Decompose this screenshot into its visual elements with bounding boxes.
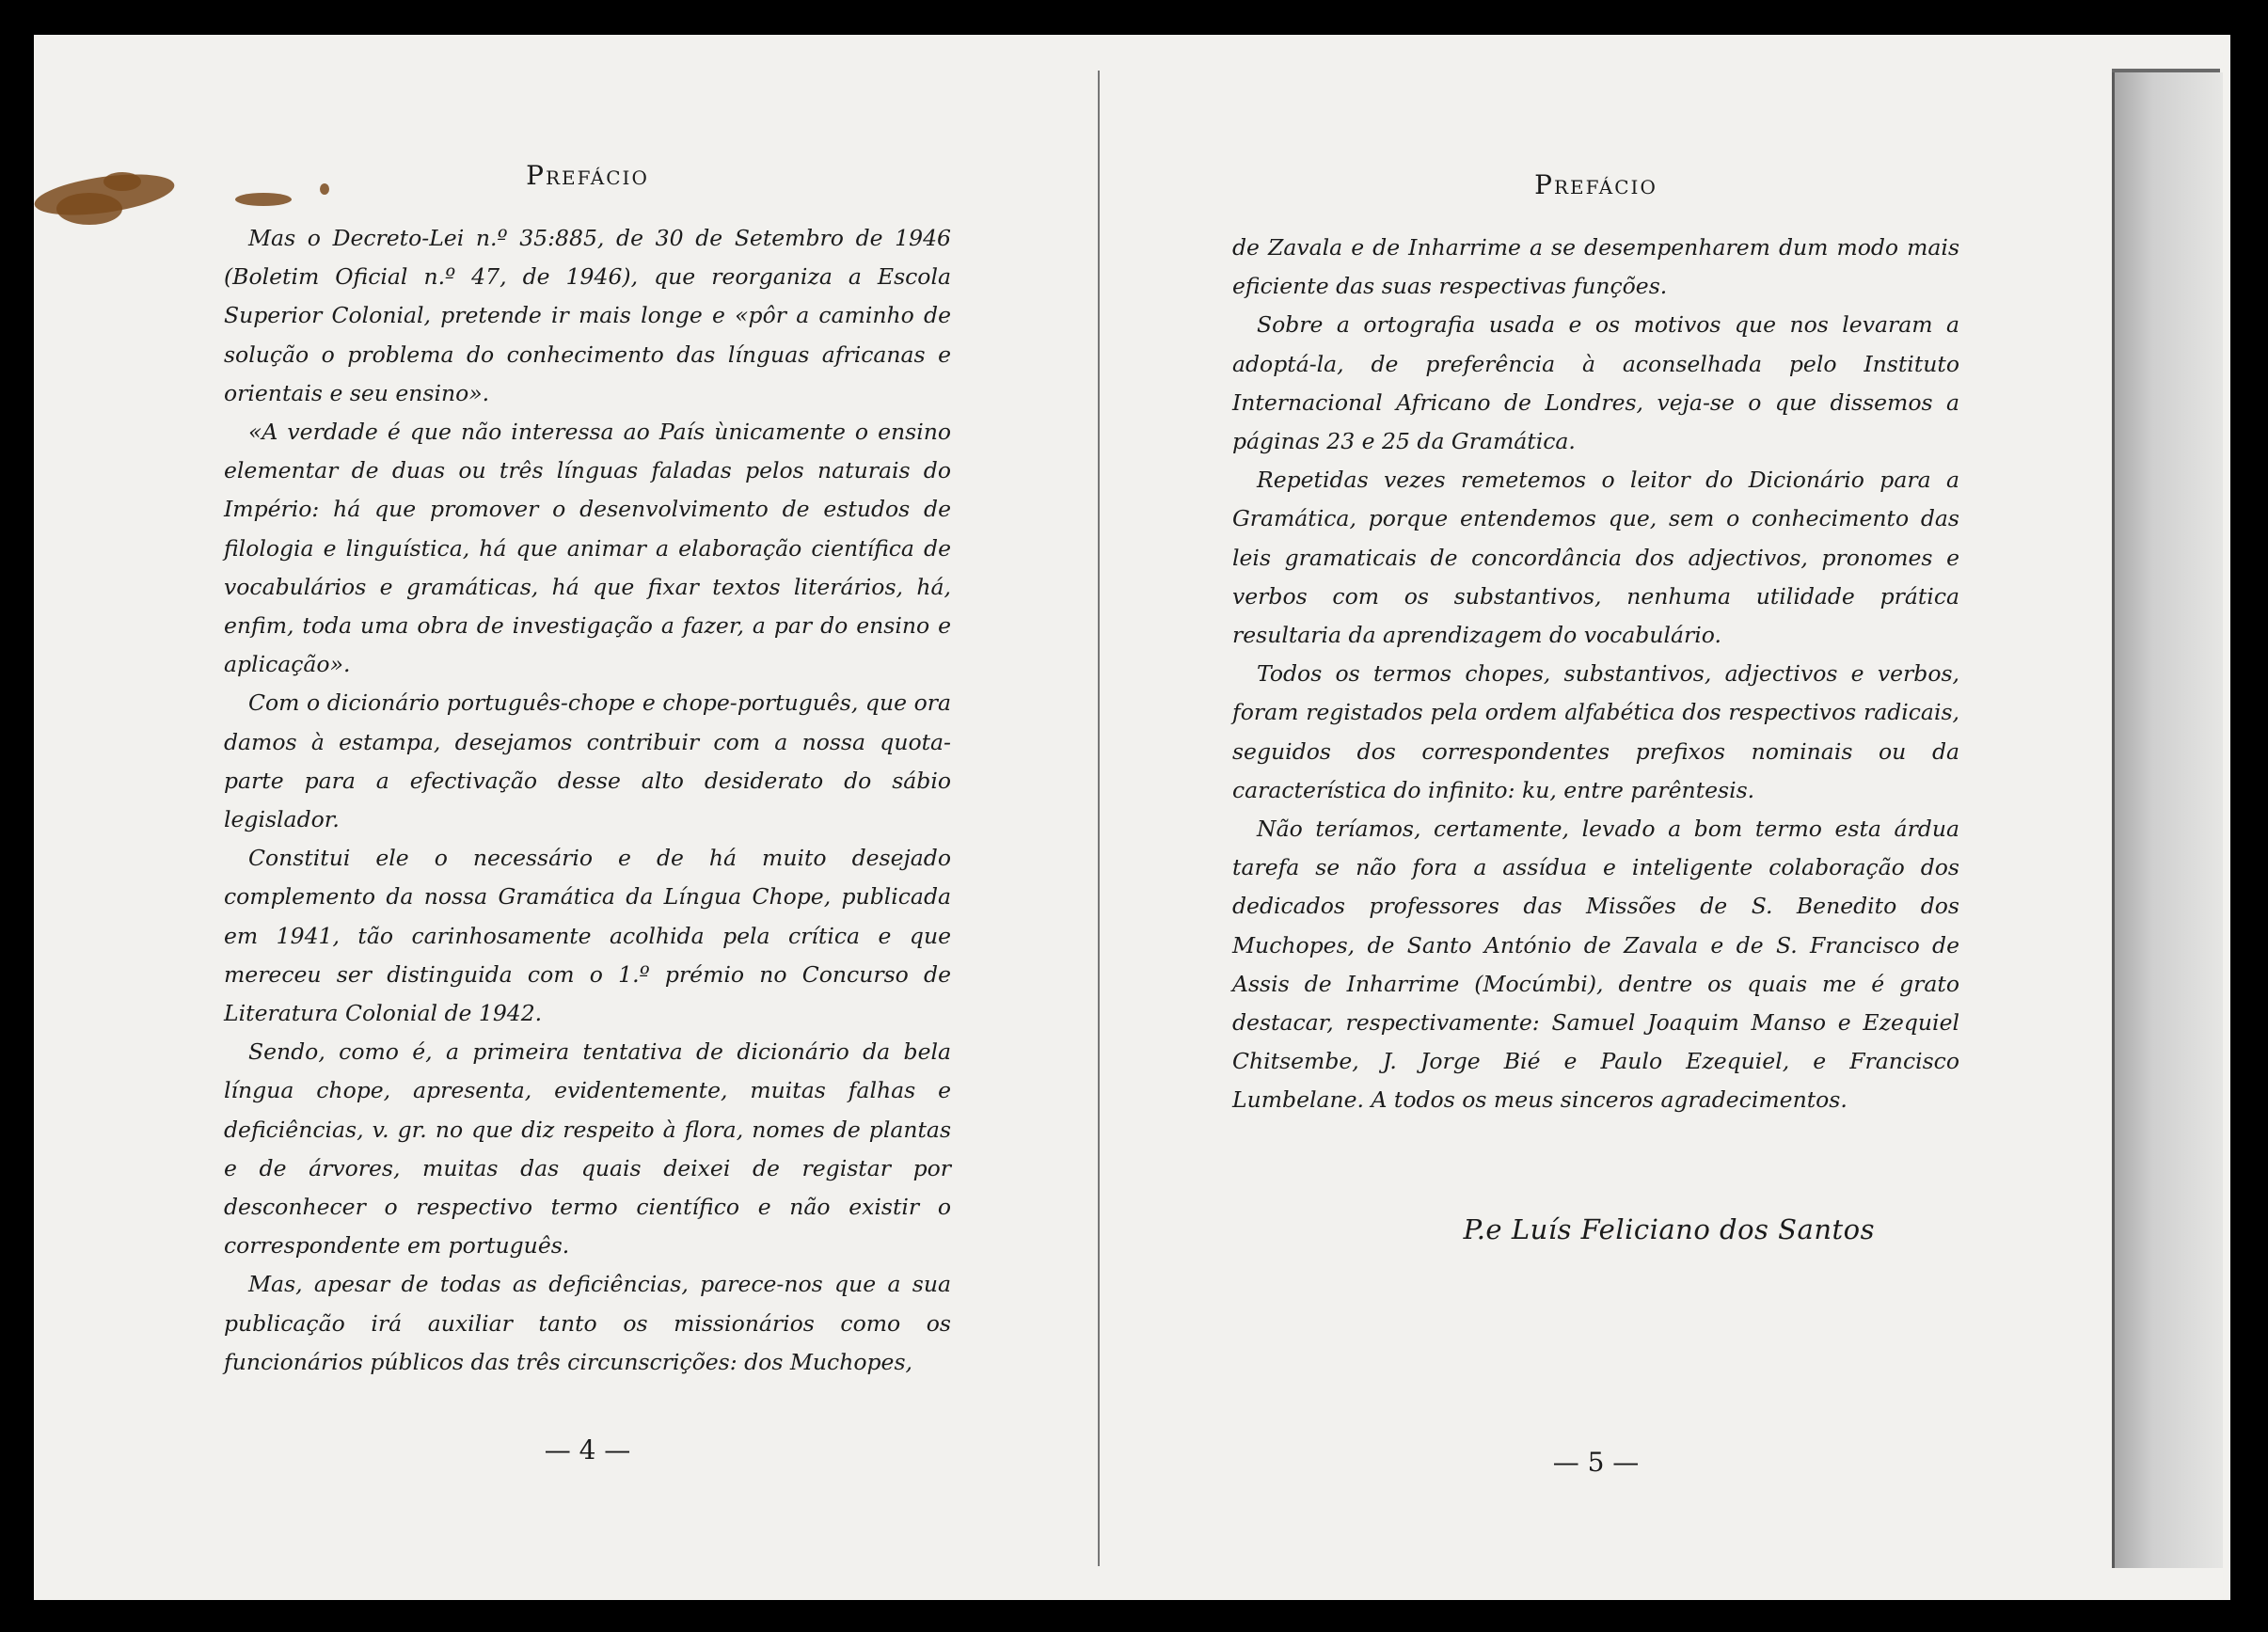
page-number: — 5 — [1552,1447,1640,1478]
paragraph: Repetidas vezes remetemos o leitor do Dicionário para a Gramática, porque entendemos que, sem o conhecimento das leis gramaticais de concordância dos adjectivos, pronomes e verbos com os substantivos, nenhuma utilidade prática resultaria da aprendizagem do vocabulário. [1232,467,1959,649]
signature: P.e Luís Feliciano dos Santos [1463,1213,1875,1245]
paragraph: Todos os termos chopes, substantivos, adjectivos e verbos, foram registados pela ordem alfabética dos respectivos radicais, seguidos dos correspondentes prefixos nominais ou da característica do infinito: ku, entre parêntesis. [1232,660,1959,803]
paragraph: Sobre a ortografia usada e os motivos que nos levaram a adoptá-la, de preferência à aconselhada pelo Instituto Internacional Africano de Londres, veja-se o que dissemos a páginas 23 e 25 da Gramática. [1232,311,1959,455]
page-number: — 4 — [544,1434,631,1466]
paragraph: Mas, apesar de todas as deficiências, parece-nos que a sua publicação irá auxiliar tanto os missionários como os funcionários públicos das três circunscrições: dos Muchopes, [224,1271,951,1375]
running-head: Prefácio [1534,169,1657,200]
running-head: Prefácio [526,160,649,191]
paragraph: de Zavala e de Inharrime a se desempenharem dum modo mais eficiente das suas respectivas funções. [1232,234,1959,300]
paragraph: Mas o Decreto-Lei n.º 35:885, de 30 de Setembro de 1946 (Boletim Oficial n.º 47, de 1946), que reorganiza a Escola Superior Colonial, pretende ir mais longe e «pôr a caminho de solução o problema do conhecimento das línguas africanas e orientais e seu ensino». [224,225,951,406]
paragraph: Não teríamos, certamente, levado a bom termo esta árdua tarefa se não fora a assídua e inteligente colaboração dos dedicados professores das Missões de S. Benedito dos Muchopes, de Santo António de Zavala e de S. Francisco de Assis de Inharrime (Mocúmbi), dentre os quais me é grato destacar, respectivamente: Samuel Joaquim Manso e Ezequiel Chitsembe, J. Jorge Bié e Paulo Ezequiel, e Francisco Lumbelane. A todos os meus sinceros agradecimentos. [1232,816,1959,1114]
book-gutter-fold [1098,71,1100,1566]
page-5 [1232,169,1959,1505]
paragraph: Constitui ele o necessário e de há muito desejado complemento da nossa Gramática da Língua Chope, publicada em 1941, tão carinhosamente acolhida pela crítica e que mereceu ser distinguida com o 1.º prémio no Concurso de Literatura Colonial de 1942. [224,845,951,1027]
body-text [224,219,951,1382]
paragraph: Com o dicionário português-chope e chope-português, que ora damos à estampa, desejamos contribuir com a nossa quota-parte para a efectivação desse alto desiderato do sábio legislador. [224,689,951,833]
paragraph: «A verdade é que não interessa ao País ùnicamente o ensino elementar de duas ou três línguas faladas pelos naturais do Império: há que promover o desenvolvimento de estudos de filologia e linguística, há que animar a elaboração científica de vocabulários e gramáticas, há que fixar textos literários, há, enfim, toda uma obra de investigação a fazer, a par do ensino e aplicação». [224,419,951,678]
page-edge-shadow [2112,72,2223,1568]
body-text [1232,229,1959,1120]
paragraph: Sendo, como é, a primeira tentativa de dicionário da bela língua chope, apresenta, evidentemente, muitas falhas e deficiências, v. gr. no que diz respeito à flora, nomes de plantas e de árvores, muitas das quais deixei de registar por desconhecer o respectivo termo científico e não existir o correspondente em português. [224,1038,951,1260]
page-4 [224,160,951,1496]
